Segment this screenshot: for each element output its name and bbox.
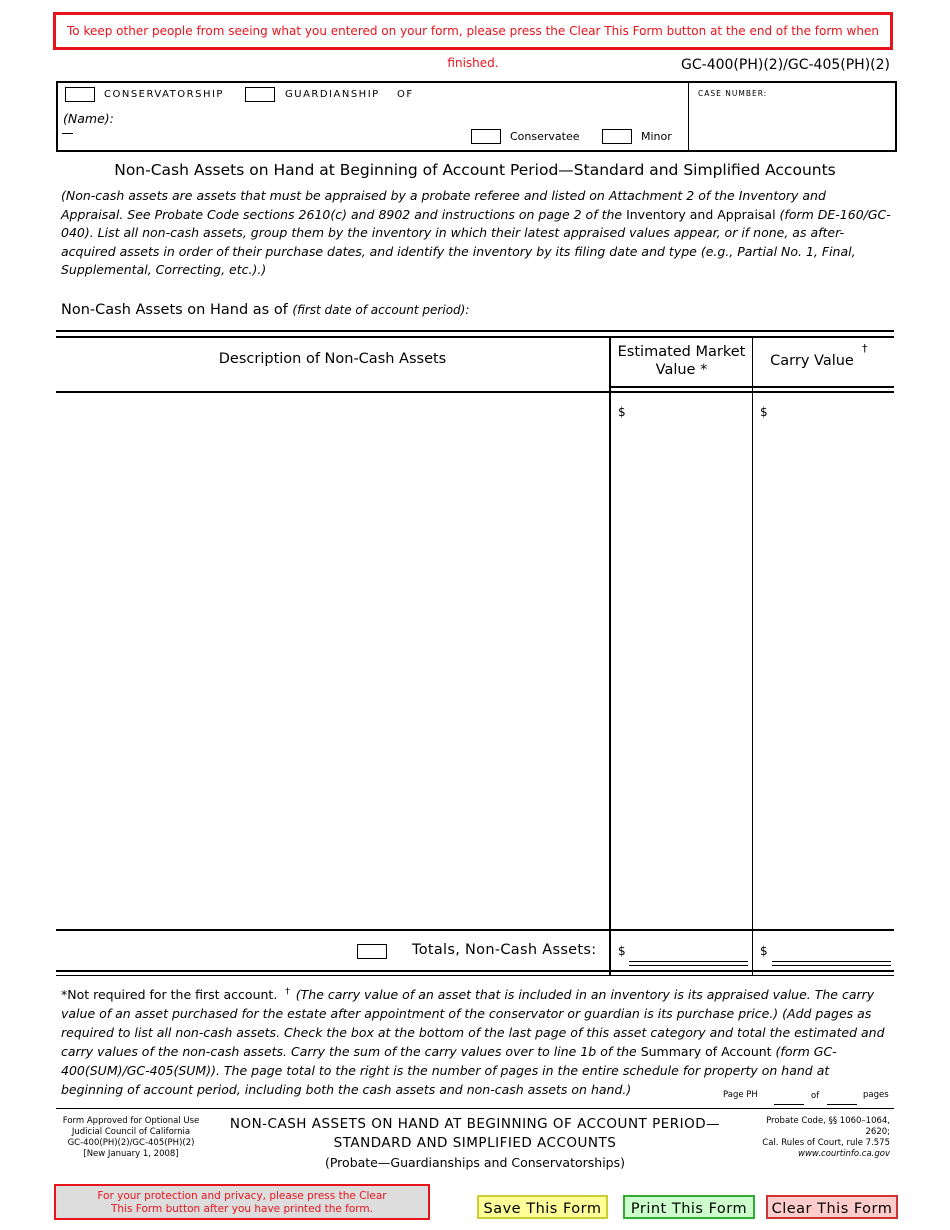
footer-left-line4: [New January 1, 2008]	[83, 1149, 179, 1159]
on-hand-hint: (first date of account period):	[292, 303, 470, 317]
totals-market-dollar-sign: $	[618, 944, 626, 958]
total-pages-input[interactable]	[827, 1090, 857, 1105]
form-number: GC-400(PH)(2)/GC-405(PH)(2)	[681, 57, 890, 73]
name-field-mark	[62, 133, 73, 134]
footnote-part1: (The carry value of an asset that is included in an inventory is its appraised value. The carry value of an asset purchased for the estate after appointment of the conservator or guardian is its purchase price.) (Add pages as required to list all non-cash assets. Check the box at the bottom of the last page of this asset category and total the estimated and carry values of the non-cash assets. Carry the sum of the carry values over to line 1b of the	[61, 987, 885, 1060]
of-label: OF	[397, 89, 414, 100]
totals-market-underline	[629, 961, 748, 962]
footer-title	[200, 1115, 750, 1173]
totals-carry-dollar-sign: $	[760, 944, 768, 958]
on-hand-label: Non-Cash Assets on Hand as of	[61, 302, 288, 318]
totals-top-rule	[56, 929, 894, 931]
case-number-label: CASE NUMBER:	[698, 89, 768, 98]
page-heading: Non-Cash Assets on Hand at Beginning of Account Period—Standard and Simplified Accounts	[114, 161, 836, 179]
header-market-value	[611, 343, 752, 379]
header-bottom-rule-2	[56, 391, 894, 393]
totals-checkbox[interactable]	[357, 944, 387, 959]
guardianship-label: GUARDIANSHIP	[285, 89, 380, 100]
name-input[interactable]	[118, 109, 680, 127]
privacy-notice-bottom-text: For your protection and privacy, please press the Clear This Form button after you have printed the form.	[97, 1190, 387, 1215]
table-top-rule	[56, 330, 894, 332]
header-market-line1: Estimated Market	[617, 344, 746, 360]
clear-form-button[interactable]: Clear This Form	[766, 1195, 898, 1219]
print-form-button[interactable]: Print This Form	[623, 1195, 755, 1219]
footnote-part3: (form GC-400(SUM)/GC-405(SUM)). The page total to the right is the number of pages in the entire schedule for property on hand at beginning of account period, including both the cash assets and non-cash assets on hand.)	[61, 1044, 837, 1098]
page-number-input[interactable]	[774, 1090, 804, 1105]
totals-market-underline-2	[629, 965, 748, 966]
totals-label: Totals, Non-Cash Assets:	[412, 942, 597, 958]
footer-title-line1: NON-CASH ASSETS ON HAND AT BEGINNING OF ACCOUNT PERIOD—	[229, 1116, 721, 1132]
footer-right-line1: Probate Code, §§ 1060–1064,	[766, 1116, 890, 1126]
footer-right-line4: www.courtinfo.ca.gov	[798, 1149, 890, 1159]
on-hand-as-of	[61, 302, 469, 318]
column-rule-1	[609, 336, 611, 976]
pages-label: pages	[863, 1090, 889, 1100]
minor-checkbox[interactable]	[602, 129, 632, 144]
caption-divider	[688, 83, 689, 150]
footer-left	[56, 1116, 206, 1160]
table-bottom-rule-2	[56, 975, 894, 976]
column-rule-2	[752, 336, 753, 976]
instructions-part2: Inventory and Appraisal	[626, 206, 776, 222]
carry-dollar-sign: $	[760, 405, 768, 419]
footnote	[61, 983, 891, 1099]
caption-box	[56, 81, 897, 152]
market-value-textarea[interactable]	[630, 400, 748, 925]
instructions-part1: (Non-cash assets are assets that must be appraised by a probate referee and listed on Attachment 2 of the Inventory and Appraisal. See Probate Code sections 2610(c) and 8902 and instructions on page 2 of the	[61, 188, 826, 222]
conservatorship-label: CONSERVATORSHIP	[104, 89, 224, 100]
of-pages-label: of	[811, 1091, 820, 1101]
footer-left-line2: Judicial Council of California	[71, 1127, 191, 1137]
first-date-input[interactable]	[480, 300, 890, 320]
conservatee-checkbox[interactable]	[471, 129, 501, 144]
page-label: Page PH	[723, 1090, 758, 1100]
market-dollar-sign: $	[618, 405, 626, 419]
instructions	[61, 187, 891, 280]
totals-carry-underline-2	[772, 965, 891, 966]
header-carry-value: Carry Value	[770, 353, 854, 369]
header-carry-dagger: †	[862, 342, 868, 355]
footer-right-line3: Cal. Rules of Court, rule 7.575	[762, 1138, 890, 1148]
table-top-rule-2	[56, 336, 894, 338]
footer-right-line2: 2620;	[865, 1127, 890, 1137]
guardianship-checkbox[interactable]	[245, 87, 275, 102]
minor-label: Minor	[641, 130, 672, 143]
table-bottom-rule	[56, 970, 894, 972]
privacy-notice-bottom	[54, 1184, 430, 1220]
totals-carry-input[interactable]	[772, 942, 890, 960]
footnote-part2: Summary of Account	[640, 1044, 772, 1060]
footer-left-line1: Form Approved for Optional Use	[62, 1116, 200, 1126]
footer-rule	[56, 1108, 894, 1109]
header-description: Description of Non-Cash Assets	[218, 351, 447, 367]
privacy-notice-text: To keep other people from seeing what you entered on your form, please press the Clear This Form button at the end of the form when finished.	[67, 24, 879, 70]
case-number-input[interactable]	[694, 101, 889, 146]
save-form-button[interactable]: Save This Form	[477, 1195, 608, 1219]
header-market-line2: Value *	[655, 362, 708, 378]
totals-market-input[interactable]	[629, 942, 747, 960]
description-textarea[interactable]	[58, 395, 606, 925]
footnote-star: *Not required for the first account.	[61, 987, 278, 1003]
conservatee-label: Conservatee	[510, 130, 580, 143]
footer-title-line2: STANDARD AND SIMPLIFIED ACCOUNTS	[333, 1135, 617, 1151]
footer-right	[720, 1116, 890, 1160]
instructions-part3: (form DE-160/GC-040). List all non-cash assets, group them by the inventory in which their latest appraised values appear, or if none, as after-acquired assets in order of their purchase dates, and identify the inventory by its filing date and type (e.g., Partial No. 1, Final, Supplemental, Correcting, etc.).)	[61, 206, 891, 278]
totals-carry-underline	[772, 961, 891, 962]
footer-left-line3: GC-400(PH)(2)/GC-405(PH)(2)	[67, 1138, 195, 1148]
carry-value-textarea[interactable]	[772, 400, 890, 925]
conservatorship-checkbox[interactable]	[65, 87, 95, 102]
footer-title-line3: (Probate—Guardianships and Conservatorships)	[324, 1155, 625, 1170]
name-label: (Name):	[63, 111, 114, 126]
footnote-dagger: †	[285, 987, 290, 997]
